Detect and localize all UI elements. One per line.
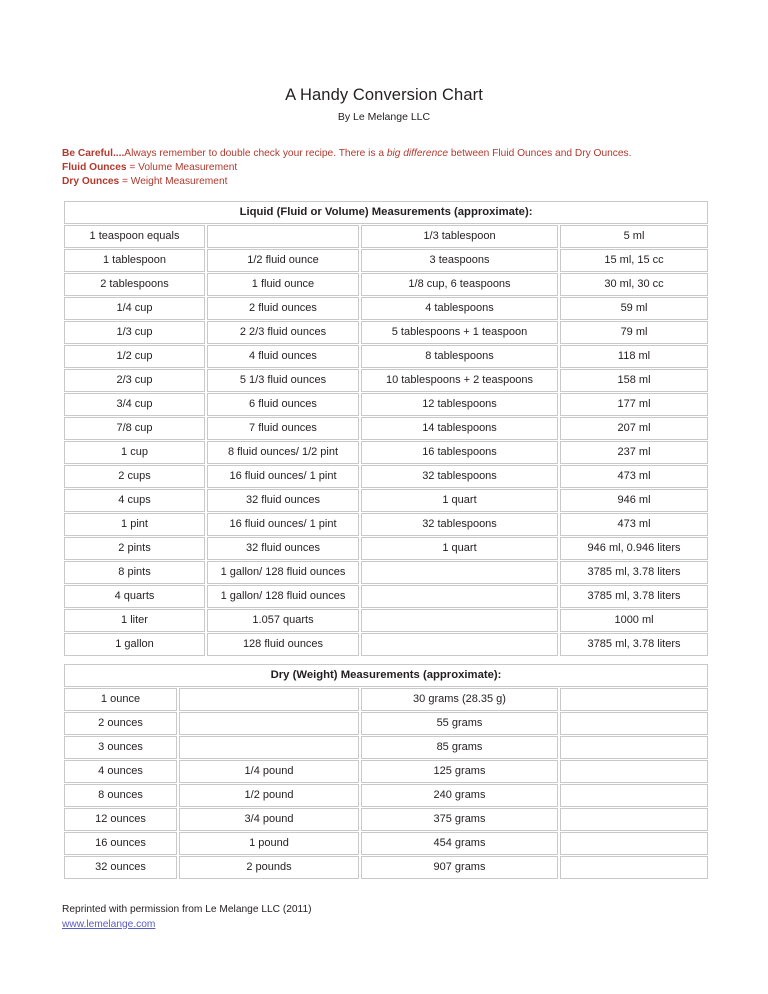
table-cell <box>560 832 708 855</box>
table-cell: 2 pints <box>64 537 205 560</box>
table-cell <box>361 585 558 608</box>
table-cell: 1/2 pound <box>179 784 359 807</box>
table-cell: 12 tablespoons <box>361 393 558 416</box>
table-cell: 3785 ml, 3.78 liters <box>560 561 708 584</box>
table-cell <box>361 561 558 584</box>
table-cell: 1 quart <box>361 537 558 560</box>
table-cell: 1000 ml <box>560 609 708 632</box>
table-row <box>64 712 708 735</box>
table-cell: 375 grams <box>361 808 558 831</box>
table-cell: 946 ml <box>560 489 708 512</box>
table-cell: 8 pints <box>64 561 205 584</box>
liquid-table-body <box>64 201 708 656</box>
table-cell: 1 fluid ounce <box>207 273 359 296</box>
table-cell <box>560 688 708 711</box>
table-cell: 3/4 cup <box>64 393 205 416</box>
liquid-section-header-row <box>64 201 708 224</box>
table-row <box>64 345 708 368</box>
table-cell: 8 fluid ounces/ 1/2 pint <box>207 441 359 464</box>
table-cell: 32 ounces <box>64 856 177 879</box>
table-cell: 12 ounces <box>64 808 177 831</box>
table-cell: 16 fluid ounces/ 1 pint <box>207 513 359 536</box>
table-row <box>64 465 708 488</box>
table-cell: 2 fluid ounces <box>207 297 359 320</box>
table-cell: 30 grams (28.35 g) <box>361 688 558 711</box>
table-row <box>64 832 708 855</box>
table-cell: 10 tablespoons + 2 teaspoons <box>361 369 558 392</box>
table-cell <box>560 712 708 735</box>
table-cell: 2 tablespoons <box>64 273 205 296</box>
table-cell: 32 fluid ounces <box>207 537 359 560</box>
table-cell <box>179 688 359 711</box>
table-cell: 454 grams <box>361 832 558 855</box>
table-cell: 1 liter <box>64 609 205 632</box>
table-cell: 118 ml <box>560 345 708 368</box>
table-cell <box>361 633 558 656</box>
table-cell: 1/2 cup <box>64 345 205 368</box>
table-cell: 16 ounces <box>64 832 177 855</box>
table-row <box>64 808 708 831</box>
table-row <box>64 417 708 440</box>
table-row <box>64 784 708 807</box>
table-cell <box>560 808 708 831</box>
table-cell: 30 ml, 30 cc <box>560 273 708 296</box>
table-row <box>64 273 708 296</box>
table-cell: 2 cups <box>64 465 205 488</box>
table-row <box>64 561 708 584</box>
table-row <box>64 633 708 656</box>
table-row <box>64 688 708 711</box>
table-row <box>64 441 708 464</box>
table-row <box>64 225 708 248</box>
page-title: A Handy Conversion Chart <box>285 86 483 104</box>
footer <box>62 902 706 932</box>
table-cell: 1/4 cup <box>64 297 205 320</box>
table-cell <box>560 760 708 783</box>
table-row <box>64 393 708 416</box>
footer-credit: Reprinted with permission from Le Melange LLC (2011) <box>62 903 312 915</box>
warning-line-3 <box>62 175 706 189</box>
table-cell: 16 tablespoons <box>361 441 558 464</box>
table-cell: 473 ml <box>560 513 708 536</box>
table-cell: 3785 ml, 3.78 liters <box>560 585 708 608</box>
warning-text-1b: between Fluid Ounces and Dry Ounces. <box>448 148 632 159</box>
table-cell: 4 quarts <box>64 585 205 608</box>
table-cell <box>361 609 558 632</box>
table-cell <box>207 225 359 248</box>
table-cell: 2/3 cup <box>64 369 205 392</box>
table-cell: 1 cup <box>64 441 205 464</box>
table-cell: 1 pint <box>64 513 205 536</box>
table-cell: 8 tablespoons <box>361 345 558 368</box>
warning-text-1a: Always remember to double check your recipe. There is a <box>124 148 387 159</box>
table-cell: 5 ml <box>560 225 708 248</box>
table-row <box>64 513 708 536</box>
table-cell: 4 cups <box>64 489 205 512</box>
table-cell: 1 pound <box>179 832 359 855</box>
table-cell: 32 tablespoons <box>361 513 558 536</box>
table-cell: 3785 ml, 3.78 liters <box>560 633 708 656</box>
table-cell <box>560 856 708 879</box>
table-cell: 16 fluid ounces/ 1 pint <box>207 465 359 488</box>
table-cell: 237 ml <box>560 441 708 464</box>
warning-lead-dry-ounces: Dry Ounces <box>62 176 120 188</box>
dry-section-header-row <box>64 664 708 687</box>
table-cell: 6 fluid ounces <box>207 393 359 416</box>
table-cell: 7/8 cup <box>64 417 205 440</box>
table-cell: 3 teaspoons <box>361 249 558 272</box>
table-cell: 5 1/3 fluid ounces <box>207 369 359 392</box>
table-cell: 59 ml <box>560 297 708 320</box>
warning-line-2 <box>62 161 706 175</box>
table-cell: 4 ounces <box>64 760 177 783</box>
dry-measurements-table <box>62 663 710 880</box>
table-cell: 14 tablespoons <box>361 417 558 440</box>
lemelange-website-link[interactable]: www.lemelange.com <box>62 918 156 930</box>
page-subtitle: By Le Melange LLC <box>337 111 431 123</box>
table-cell: 4 tablespoons <box>361 297 558 320</box>
table-cell: 907 grams <box>361 856 558 879</box>
table-row <box>64 609 708 632</box>
table-row <box>64 585 708 608</box>
table-cell: 1 teaspoon equals <box>64 225 205 248</box>
table-cell: 1 gallon <box>64 633 205 656</box>
table-row <box>64 760 708 783</box>
dry-section-header: Dry (Weight) Measurements (approximate): <box>64 664 708 687</box>
table-cell: 32 fluid ounces <box>207 489 359 512</box>
table-cell: 240 grams <box>361 784 558 807</box>
table-cell: 79 ml <box>560 321 708 344</box>
table-cell: 1/8 cup, 6 teaspoons <box>361 273 558 296</box>
warning-lead-fluid-ounces: Fluid Ounces <box>62 162 127 174</box>
table-row <box>64 856 708 879</box>
table-cell: 1 ounce <box>64 688 177 711</box>
table-cell: 1 gallon/ 128 fluid ounces <box>207 585 359 608</box>
table-row <box>64 321 708 344</box>
table-cell: 1/3 cup <box>64 321 205 344</box>
table-row <box>64 249 708 272</box>
table-row <box>64 736 708 759</box>
warning-text-2: = Volume Measurement <box>126 162 238 174</box>
table-cell: 3/4 pound <box>179 808 359 831</box>
table-cell <box>560 736 708 759</box>
table-cell: 32 tablespoons <box>361 465 558 488</box>
table-cell: 473 ml <box>560 465 708 488</box>
warning-block <box>62 147 706 190</box>
table-cell: 1/3 tablespoon <box>361 225 558 248</box>
table-cell: 1 gallon/ 128 fluid ounces <box>207 561 359 584</box>
table-cell: 1 quart <box>361 489 558 512</box>
table-cell: 125 grams <box>361 760 558 783</box>
warning-lead-be-careful: Be Careful.... <box>62 148 125 159</box>
table-cell <box>179 736 359 759</box>
table-cell: 1.057 quarts <box>207 609 359 632</box>
warning-line-1 <box>62 147 706 161</box>
table-cell: 1 tablespoon <box>64 249 205 272</box>
liquid-section-header: Liquid (Fluid or Volume) Measurements (approximate): <box>64 201 708 224</box>
table-cell: 177 ml <box>560 393 708 416</box>
warning-text-3: = Weight Measurement <box>119 176 228 188</box>
table-cell <box>560 784 708 807</box>
table-cell: 158 ml <box>560 369 708 392</box>
table-cell: 7 fluid ounces <box>207 417 359 440</box>
table-cell: 4 fluid ounces <box>207 345 359 368</box>
table-row <box>64 297 708 320</box>
warning-emphasis: big difference <box>386 148 448 159</box>
table-cell: 3 ounces <box>64 736 177 759</box>
table-cell: 1/2 fluid ounce <box>207 249 359 272</box>
table-row <box>64 489 708 512</box>
dry-table-body <box>64 664 708 879</box>
table-cell: 15 ml, 15 cc <box>560 249 708 272</box>
table-cell: 128 fluid ounces <box>207 633 359 656</box>
table-cell: 8 ounces <box>64 784 177 807</box>
liquid-measurements-table <box>62 200 710 657</box>
table-cell: 55 grams <box>361 712 558 735</box>
table-cell: 2 2/3 fluid ounces <box>207 321 359 344</box>
table-row <box>64 537 708 560</box>
table-cell <box>179 712 359 735</box>
table-row <box>64 369 708 392</box>
table-cell: 207 ml <box>560 417 708 440</box>
table-cell: 946 ml, 0.946 liters <box>560 537 708 560</box>
table-cell: 2 ounces <box>64 712 177 735</box>
table-cell: 85 grams <box>361 736 558 759</box>
table-cell: 2 pounds <box>179 856 359 879</box>
table-cell: 1/4 pound <box>179 760 359 783</box>
table-cell: 5 tablespoons + 1 teaspoon <box>361 321 558 344</box>
